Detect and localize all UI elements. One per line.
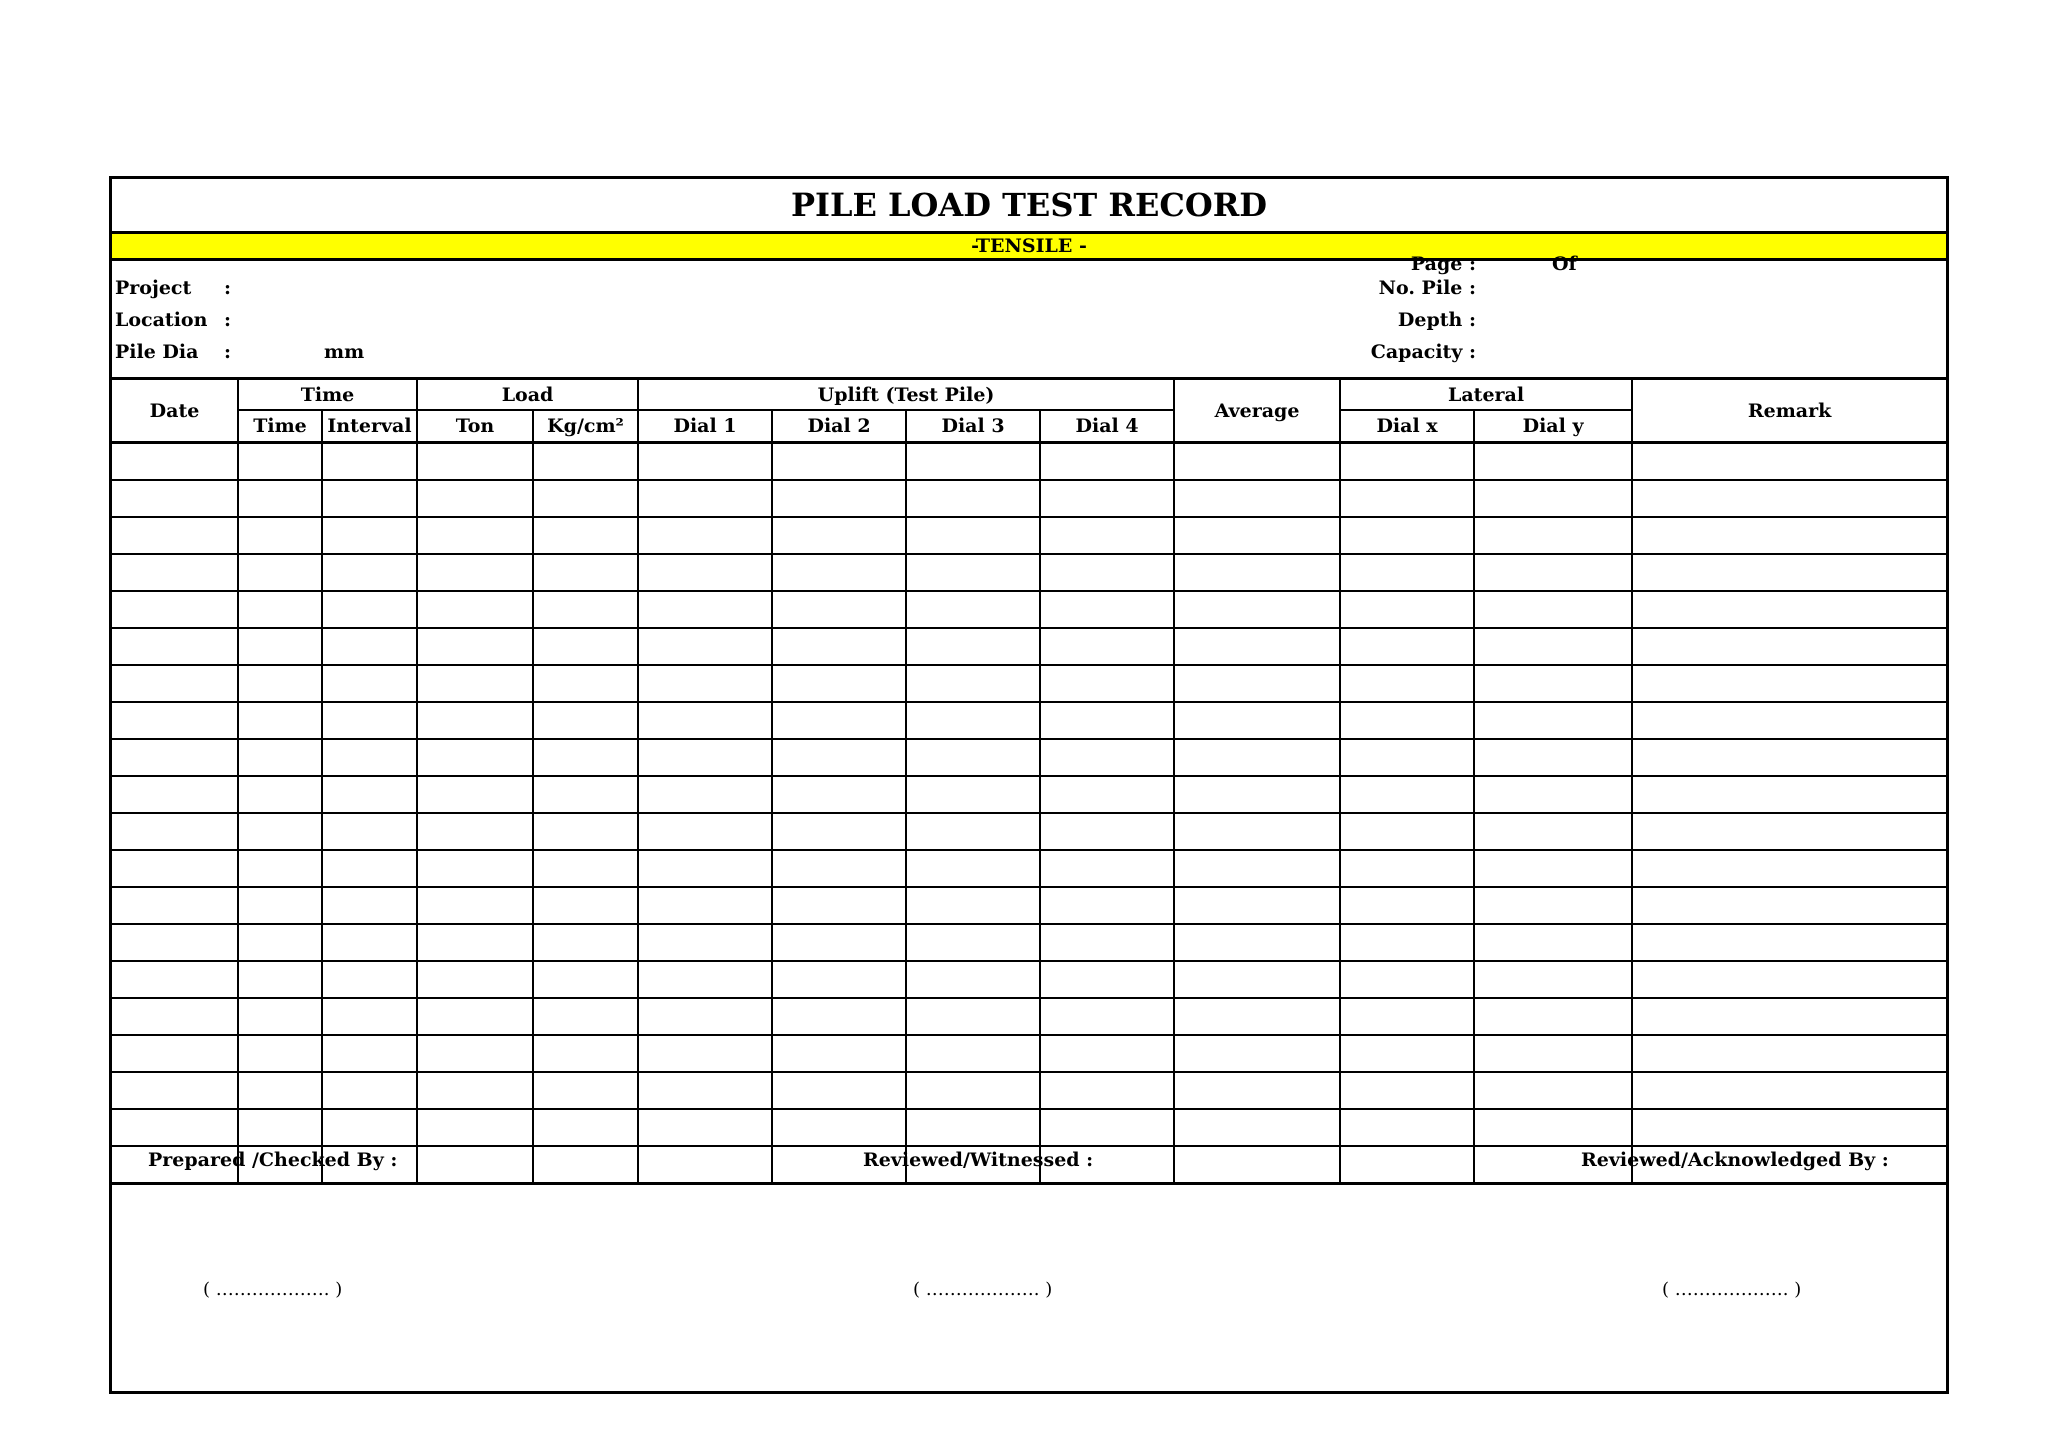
pile-dia-label: Pile Dia xyxy=(115,341,199,363)
table-cell[interactable] xyxy=(1174,924,1340,961)
table-cell[interactable] xyxy=(1040,739,1174,776)
table-cell[interactable] xyxy=(533,961,638,998)
table-cell[interactable] xyxy=(417,739,533,776)
table-cell[interactable] xyxy=(772,813,906,850)
table-cell[interactable] xyxy=(1632,702,1946,739)
table-cell[interactable] xyxy=(1632,813,1946,850)
table-cell[interactable] xyxy=(1474,776,1632,813)
table-row xyxy=(112,517,1946,554)
table-row xyxy=(112,702,1946,739)
table-cell[interactable] xyxy=(417,554,533,591)
table-cell[interactable] xyxy=(112,628,238,665)
table-cell[interactable] xyxy=(112,665,238,702)
table-cell[interactable] xyxy=(322,998,417,1035)
table-cell[interactable] xyxy=(638,924,772,961)
table-cell[interactable] xyxy=(772,665,906,702)
table-cell[interactable] xyxy=(1340,665,1474,702)
table-cell[interactable] xyxy=(533,517,638,554)
table-cell[interactable] xyxy=(112,998,238,1035)
table-cell[interactable] xyxy=(1340,480,1474,517)
table-cell[interactable] xyxy=(1174,739,1340,776)
table-cell[interactable] xyxy=(772,628,906,665)
table-cell[interactable] xyxy=(1632,961,1946,998)
table-cell[interactable] xyxy=(1340,1072,1474,1109)
table-cell[interactable] xyxy=(112,702,238,739)
table-cell[interactable] xyxy=(906,850,1040,887)
table-row xyxy=(112,665,1946,702)
table-cell[interactable] xyxy=(1340,887,1474,924)
table-cell[interactable] xyxy=(238,1035,322,1072)
table-cell[interactable] xyxy=(238,850,322,887)
table-cell[interactable] xyxy=(417,1072,533,1109)
table-cell[interactable] xyxy=(1040,591,1174,628)
table-cell[interactable] xyxy=(638,1035,772,1072)
table-cell[interactable] xyxy=(322,1072,417,1109)
table-cell[interactable] xyxy=(112,739,238,776)
table-cell[interactable] xyxy=(322,443,417,481)
table-cell[interactable] xyxy=(1040,1035,1174,1072)
page-title: PILE LOAD TEST RECORD xyxy=(790,186,1268,224)
table-cell[interactable] xyxy=(1174,850,1340,887)
table-cell[interactable] xyxy=(1474,887,1632,924)
table-cell[interactable] xyxy=(1040,850,1174,887)
table-cell[interactable] xyxy=(417,924,533,961)
table-cell[interactable] xyxy=(1474,1035,1632,1072)
table-cell[interactable] xyxy=(1340,739,1474,776)
table-cell[interactable] xyxy=(1340,702,1474,739)
table-cell[interactable] xyxy=(906,739,1040,776)
table-cell[interactable] xyxy=(906,813,1040,850)
table-cell[interactable] xyxy=(533,924,638,961)
info-section xyxy=(112,253,1946,377)
table-cell[interactable] xyxy=(1174,961,1340,998)
table-cell[interactable] xyxy=(322,665,417,702)
table-cell[interactable] xyxy=(533,665,638,702)
table-cell[interactable] xyxy=(1340,554,1474,591)
signature-section xyxy=(112,1121,1946,1391)
table-cell[interactable] xyxy=(533,554,638,591)
table-cell[interactable] xyxy=(638,702,772,739)
table-cell[interactable] xyxy=(1174,517,1340,554)
table-cell[interactable] xyxy=(638,443,772,481)
table-cell[interactable] xyxy=(1040,554,1174,591)
table-cell[interactable] xyxy=(638,628,772,665)
signature-line-acknowledged: ( ………………. ) xyxy=(1662,1279,1802,1300)
table-cell[interactable] xyxy=(1474,443,1632,481)
table-cell[interactable] xyxy=(1474,850,1632,887)
header-dial-2: Dial 2 xyxy=(772,410,906,443)
table-cell[interactable] xyxy=(638,591,772,628)
table-cell[interactable] xyxy=(112,443,238,481)
record-table xyxy=(112,377,1946,1185)
table-cell[interactable] xyxy=(638,887,772,924)
table-cell[interactable] xyxy=(772,480,906,517)
table-cell[interactable] xyxy=(322,480,417,517)
table-cell[interactable] xyxy=(1632,628,1946,665)
table-cell[interactable] xyxy=(1632,554,1946,591)
header-uplift-group: Uplift (Test Pile) xyxy=(638,379,1174,411)
table-cell[interactable] xyxy=(1340,443,1474,481)
table-cell[interactable] xyxy=(112,924,238,961)
table-cell[interactable] xyxy=(112,961,238,998)
table-cell[interactable] xyxy=(906,443,1040,481)
table-cell[interactable] xyxy=(772,776,906,813)
header-dial-x: Dial x xyxy=(1340,410,1474,443)
table-cell[interactable] xyxy=(638,776,772,813)
table-cell[interactable] xyxy=(1632,924,1946,961)
table-cell[interactable] xyxy=(638,480,772,517)
table-cell[interactable] xyxy=(1340,591,1474,628)
table-cell[interactable] xyxy=(112,887,238,924)
table-cell[interactable] xyxy=(1174,776,1340,813)
table-cell[interactable] xyxy=(238,702,322,739)
table-cell[interactable] xyxy=(638,665,772,702)
table-cell[interactable] xyxy=(1040,998,1174,1035)
table-cell[interactable] xyxy=(1340,1035,1474,1072)
table-cell[interactable] xyxy=(772,591,906,628)
table-cell[interactable] xyxy=(1340,850,1474,887)
table-cell[interactable] xyxy=(322,702,417,739)
table-cell[interactable] xyxy=(1474,1072,1632,1109)
table-cell[interactable] xyxy=(238,961,322,998)
project-label: Project xyxy=(115,277,192,299)
table-cell[interactable] xyxy=(638,813,772,850)
table-cell[interactable] xyxy=(238,591,322,628)
header-time-group: Time xyxy=(238,379,417,411)
table-cell[interactable] xyxy=(906,517,1040,554)
table-cell[interactable] xyxy=(112,1072,238,1109)
table-row xyxy=(112,628,1946,665)
table-cell[interactable] xyxy=(533,739,638,776)
table-row xyxy=(112,813,1946,850)
table-cell[interactable] xyxy=(1174,554,1340,591)
header-ton: Ton xyxy=(417,410,533,443)
table-cell[interactable] xyxy=(1040,887,1174,924)
header-kgcm2: Kg/cm² xyxy=(533,410,638,443)
table-body xyxy=(112,443,1946,1184)
project-colon: : xyxy=(224,277,232,299)
table-cell[interactable] xyxy=(772,998,906,1035)
table-cell[interactable] xyxy=(533,813,638,850)
table-cell[interactable] xyxy=(112,813,238,850)
table-cell[interactable] xyxy=(322,739,417,776)
table-cell[interactable] xyxy=(238,887,322,924)
table-cell[interactable] xyxy=(1040,776,1174,813)
of-label: Of xyxy=(1552,253,1577,275)
table-cell[interactable] xyxy=(1174,591,1340,628)
header-time: Time xyxy=(238,410,322,443)
table-cell[interactable] xyxy=(533,628,638,665)
table-cell[interactable] xyxy=(533,850,638,887)
table-cell[interactable] xyxy=(533,1072,638,1109)
table-cell[interactable] xyxy=(1174,887,1340,924)
table-cell[interactable] xyxy=(238,924,322,961)
table-cell[interactable] xyxy=(1632,517,1946,554)
table-row xyxy=(112,1072,1946,1109)
table-cell[interactable] xyxy=(906,665,1040,702)
test-record-sheet xyxy=(109,176,1949,1394)
table-cell[interactable] xyxy=(1632,850,1946,887)
header-dial-y: Dial y xyxy=(1474,410,1632,443)
table-cell[interactable] xyxy=(638,850,772,887)
location-colon: : xyxy=(224,309,232,331)
table-cell[interactable] xyxy=(417,480,533,517)
table-row xyxy=(112,850,1946,887)
table-cell[interactable] xyxy=(1040,665,1174,702)
table-cell[interactable] xyxy=(1474,813,1632,850)
table-row xyxy=(112,1035,1946,1072)
signature-line-witnessed: ( ………………. ) xyxy=(913,1279,1053,1300)
table-cell[interactable] xyxy=(238,739,322,776)
subtitle-banner: -TENSILE - xyxy=(112,231,1946,261)
table-cell[interactable] xyxy=(1632,776,1946,813)
table-cell[interactable] xyxy=(417,813,533,850)
table-cell[interactable] xyxy=(533,591,638,628)
table-cell[interactable] xyxy=(1632,887,1946,924)
table-cell[interactable] xyxy=(906,628,1040,665)
table-cell[interactable] xyxy=(1174,628,1340,665)
table-cell[interactable] xyxy=(1174,443,1340,481)
table-cell[interactable] xyxy=(638,739,772,776)
header-lateral-group: Lateral xyxy=(1340,379,1632,411)
page-label: Page : xyxy=(1410,253,1476,275)
table-cell[interactable] xyxy=(417,517,533,554)
pile-dia-colon: : xyxy=(224,341,232,363)
table-cell[interactable] xyxy=(533,998,638,1035)
table-cell[interactable] xyxy=(906,776,1040,813)
table-cell[interactable] xyxy=(906,961,1040,998)
table-cell[interactable] xyxy=(533,887,638,924)
table-cell[interactable] xyxy=(1340,517,1474,554)
table-cell[interactable] xyxy=(772,739,906,776)
table-cell[interactable] xyxy=(1040,443,1174,481)
table-cell[interactable] xyxy=(638,517,772,554)
table-row xyxy=(112,924,1946,961)
table-cell[interactable] xyxy=(1040,702,1174,739)
table-cell[interactable] xyxy=(417,1035,533,1072)
table-cell[interactable] xyxy=(638,554,772,591)
header-average: Average xyxy=(1174,379,1340,443)
table-cell[interactable] xyxy=(906,1035,1040,1072)
table-cell[interactable] xyxy=(772,517,906,554)
table-cell[interactable] xyxy=(772,1072,906,1109)
table-cell[interactable] xyxy=(322,591,417,628)
table-cell[interactable] xyxy=(772,924,906,961)
table-cell[interactable] xyxy=(417,702,533,739)
table-cell[interactable] xyxy=(1340,628,1474,665)
table-cell[interactable] xyxy=(1474,739,1632,776)
table-cell[interactable] xyxy=(1174,480,1340,517)
table-cell[interactable] xyxy=(906,554,1040,591)
reviewed-acknowledged-label: Reviewed/Acknowledged By : xyxy=(1581,1149,1889,1171)
table-cell[interactable] xyxy=(322,776,417,813)
table-cell[interactable] xyxy=(533,480,638,517)
table-cell[interactable] xyxy=(322,850,417,887)
table-cell[interactable] xyxy=(238,554,322,591)
table-cell[interactable] xyxy=(417,961,533,998)
header-dial-1: Dial 1 xyxy=(638,410,772,443)
table-row xyxy=(112,480,1946,517)
table-cell[interactable] xyxy=(1174,1072,1340,1109)
table-cell[interactable] xyxy=(1340,924,1474,961)
table-cell[interactable] xyxy=(112,517,238,554)
table-cell[interactable] xyxy=(1340,961,1474,998)
table-cell[interactable] xyxy=(238,443,322,481)
no-pile-label: No. Pile : xyxy=(1378,277,1476,299)
table-cell[interactable] xyxy=(1632,998,1946,1035)
table-cell[interactable] xyxy=(1474,702,1632,739)
table-cell[interactable] xyxy=(238,665,322,702)
table-cell[interactable] xyxy=(906,998,1040,1035)
header-dial-3: Dial 3 xyxy=(906,410,1040,443)
table-cell[interactable] xyxy=(1040,628,1174,665)
table-cell[interactable] xyxy=(112,850,238,887)
table-row xyxy=(112,961,1946,998)
table-cell[interactable] xyxy=(1474,554,1632,591)
table-cell[interactable] xyxy=(906,924,1040,961)
prepared-checked-label: Prepared /Checked By : xyxy=(148,1149,398,1171)
table-row xyxy=(112,443,1946,481)
table-cell[interactable] xyxy=(906,887,1040,924)
table-cell[interactable] xyxy=(1174,998,1340,1035)
table-cell[interactable] xyxy=(238,1072,322,1109)
mm-unit-label: mm xyxy=(324,341,365,363)
table-cell[interactable] xyxy=(1174,702,1340,739)
depth-label: Depth : xyxy=(1397,309,1476,331)
table-cell[interactable] xyxy=(772,961,906,998)
table-cell[interactable] xyxy=(533,443,638,481)
table-cell[interactable] xyxy=(1632,739,1946,776)
table-cell[interactable] xyxy=(772,702,906,739)
table-cell[interactable] xyxy=(322,813,417,850)
table-cell[interactable] xyxy=(1040,1072,1174,1109)
table-cell[interactable] xyxy=(322,554,417,591)
header-remark: Remark xyxy=(1632,379,1946,443)
table-cell[interactable] xyxy=(238,998,322,1035)
table-cell[interactable] xyxy=(1474,517,1632,554)
table-cell[interactable] xyxy=(1474,480,1632,517)
table-cell[interactable] xyxy=(1040,517,1174,554)
table-cell[interactable] xyxy=(417,443,533,481)
header-date: Date xyxy=(112,379,238,443)
header-interval: Interval xyxy=(322,410,417,443)
table-cell[interactable] xyxy=(322,628,417,665)
table-cell[interactable] xyxy=(1632,443,1946,481)
table-cell[interactable] xyxy=(112,480,238,517)
table-cell[interactable] xyxy=(1340,998,1474,1035)
table-cell[interactable] xyxy=(1174,665,1340,702)
table-cell[interactable] xyxy=(1632,1035,1946,1072)
table-row xyxy=(112,776,1946,813)
table-cell[interactable] xyxy=(112,554,238,591)
table-cell[interactable] xyxy=(417,887,533,924)
table-cell[interactable] xyxy=(238,517,322,554)
table-cell[interactable] xyxy=(417,998,533,1035)
table-cell[interactable] xyxy=(322,961,417,998)
table-cell[interactable] xyxy=(772,887,906,924)
table-cell[interactable] xyxy=(772,850,906,887)
header-dial-4: Dial 4 xyxy=(1040,410,1174,443)
table-cell[interactable] xyxy=(322,887,417,924)
capacity-label: Capacity : xyxy=(1370,341,1476,363)
table-cell[interactable] xyxy=(772,1035,906,1072)
table-cell[interactable] xyxy=(638,961,772,998)
table-cell[interactable] xyxy=(1632,1072,1946,1109)
table-cell[interactable] xyxy=(1632,480,1946,517)
table-row xyxy=(112,998,1946,1035)
table-cell[interactable] xyxy=(112,776,238,813)
table-cell[interactable] xyxy=(322,924,417,961)
table-cell[interactable] xyxy=(322,1035,417,1072)
location-label: Location xyxy=(115,309,208,331)
table-cell[interactable] xyxy=(417,850,533,887)
table-cell[interactable] xyxy=(772,554,906,591)
signature-line-prepared: ( ………………. ) xyxy=(203,1279,343,1300)
table-cell[interactable] xyxy=(533,776,638,813)
table-cell[interactable] xyxy=(1474,665,1632,702)
table-cell[interactable] xyxy=(638,998,772,1035)
table-cell[interactable] xyxy=(1474,961,1632,998)
table-cell[interactable] xyxy=(1632,591,1946,628)
table-cell[interactable] xyxy=(322,517,417,554)
table-cell[interactable] xyxy=(1040,813,1174,850)
table-cell[interactable] xyxy=(906,1072,1040,1109)
table-cell[interactable] xyxy=(1040,961,1174,998)
header-load-group: Load xyxy=(417,379,638,411)
table-row xyxy=(112,591,1946,628)
table-cell[interactable] xyxy=(772,443,906,481)
table-cell[interactable] xyxy=(906,591,1040,628)
table-cell[interactable] xyxy=(533,1035,638,1072)
table-cell[interactable] xyxy=(1474,628,1632,665)
table-cell[interactable] xyxy=(906,480,1040,517)
table-cell[interactable] xyxy=(417,776,533,813)
table-cell[interactable] xyxy=(238,480,322,517)
table-cell[interactable] xyxy=(238,813,322,850)
table-row xyxy=(112,554,1946,591)
table-cell[interactable] xyxy=(238,776,322,813)
table-cell[interactable] xyxy=(1474,924,1632,961)
reviewed-witnessed-label: Reviewed/Witnessed : xyxy=(863,1149,1094,1171)
table-cell[interactable] xyxy=(417,591,533,628)
table-row xyxy=(112,739,1946,776)
table-cell[interactable] xyxy=(1632,665,1946,702)
table-cell[interactable] xyxy=(638,1072,772,1109)
table-cell[interactable] xyxy=(533,702,638,739)
table-cell[interactable] xyxy=(1174,1035,1340,1072)
table-cell[interactable] xyxy=(1340,813,1474,850)
table-cell[interactable] xyxy=(238,628,322,665)
table-cell[interactable] xyxy=(112,591,238,628)
table-row xyxy=(112,887,1946,924)
table-cell[interactable] xyxy=(1340,776,1474,813)
table-cell[interactable] xyxy=(1474,591,1632,628)
table-cell[interactable] xyxy=(417,628,533,665)
table-cell[interactable] xyxy=(1474,998,1632,1035)
table-cell[interactable] xyxy=(906,702,1040,739)
table-cell[interactable] xyxy=(112,1035,238,1072)
table-cell[interactable] xyxy=(1040,924,1174,961)
table-cell[interactable] xyxy=(1040,480,1174,517)
table-cell[interactable] xyxy=(1174,813,1340,850)
table-cell[interactable] xyxy=(417,665,533,702)
